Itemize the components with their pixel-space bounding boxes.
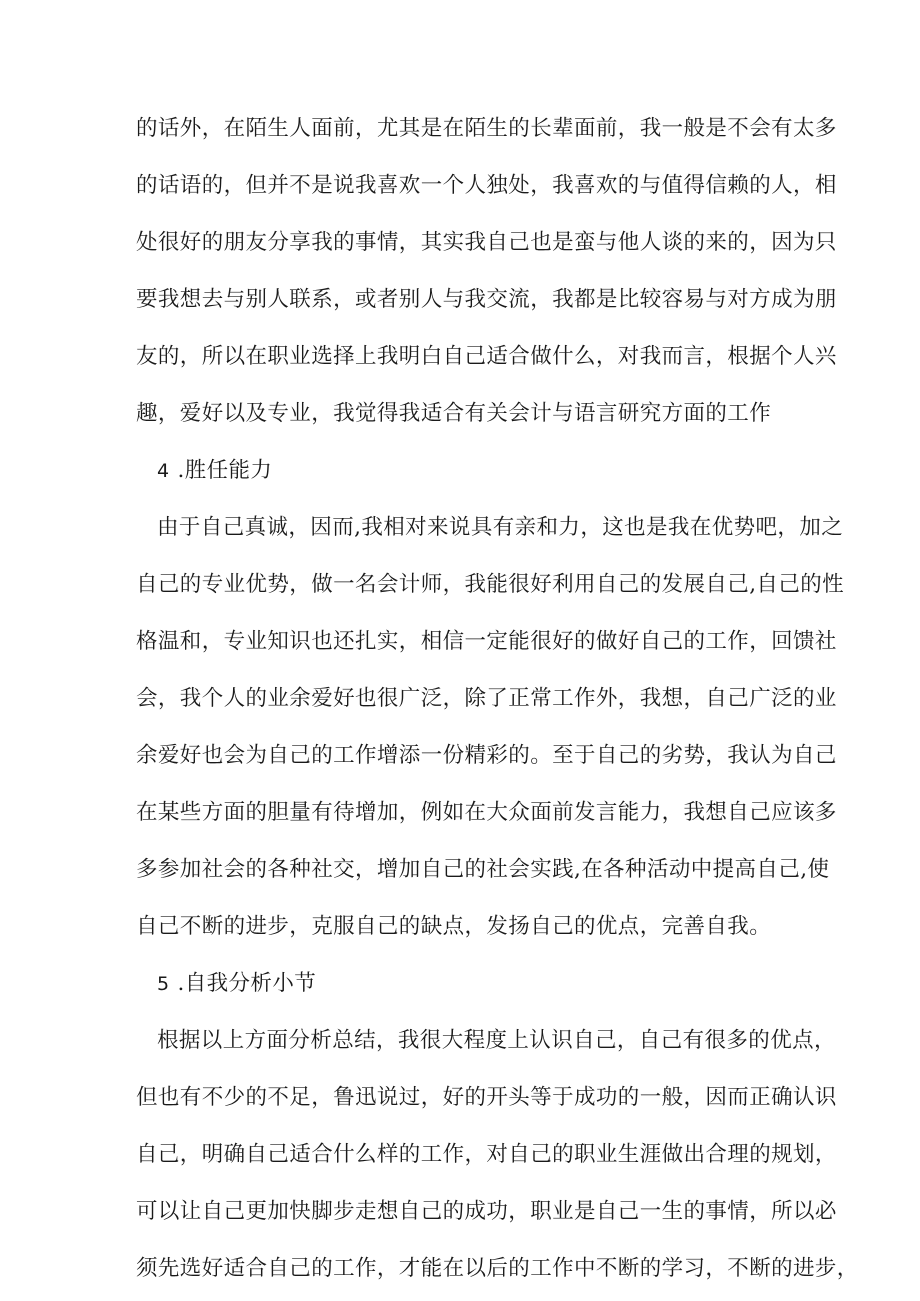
section-heading-5 — [157, 970, 316, 998]
text-line: 在某些方面的胆量有待增加，例如在大众面前发言能力，我想自己应该多 — [136, 800, 837, 825]
text-line: 处很好的朋友分享我的事情，其实我自己也是蛮与他人谈的来的，因为只 — [136, 230, 837, 255]
section-title: .胜任能力 — [177, 458, 273, 483]
text-line: 的话语的，但并不是说我喜欢一个人独处，我喜欢的与值得信赖的人，相 — [136, 173, 837, 198]
section-title: .自我分析小节 — [177, 971, 317, 996]
text-line: 的话外，在陌生人面前，尤其是在陌生的长辈面前，我一般是不会有太多 — [136, 116, 837, 141]
text-line: 格温和，专业知识也还扎实，相信一定能很好的做好自己的工作，回馈社 — [136, 629, 837, 654]
text-line: 自己，明确自己适合什么样的工作，对自己的职业生涯做出合理的规划， — [136, 1142, 837, 1167]
text-line: 可以让自己更加快脚步走想自己的成功，职业是自己一生的事情，所以必 — [136, 1199, 837, 1224]
text-line: 多参加社会的各种社交，增加自己的社会实践,在各种活动中提高自己,使 — [136, 857, 830, 882]
text-line: 会，我个人的业余爱好也很广泛，除了正常工作外，我想，自己广泛的业 — [136, 686, 837, 711]
section-heading-4 — [157, 457, 272, 485]
text-line: 要我想去与别人联系，或者别人与我交流，我都是比较容易与对方成为朋 — [136, 287, 837, 312]
text-line: 余爱好也会为自己的工作增添一份精彩的。至于自己的劣势，我认为自己 — [136, 743, 837, 768]
text-line: 由于自己真诚，因而,我相对来说具有亲和力，这也是我在优势吧，加之 — [157, 515, 844, 540]
text-line: 自己不断的进步，克服自己的缺点，发扬自己的优点，完善自我。 — [136, 914, 772, 939]
section-number: 5 — [157, 973, 170, 995]
text-line: 但也有不少的不足，鲁迅说过，好的开头等于成功的一般，因而正确认识 — [136, 1085, 837, 1110]
text-line: 自己的专业优势，做一名会计师，我能很好利用自己的发展自己,自己的性 — [136, 572, 845, 597]
text-line: 根据以上方面分析总结，我很大程度上认识自己，自己有很多的优点， — [157, 1028, 836, 1053]
section-number: 4 — [157, 460, 170, 482]
text-line: 友的，所以在职业选择上我明白自己适合做什么，对我而言，根据个人兴 — [136, 344, 837, 369]
text-line: 须先选好适合自己的工作，才能在以后的工作中不断的学习，不断的进步， — [136, 1256, 859, 1281]
text-line: 趣，爱好以及专业，我觉得我适合有关会计与语言研究方面的工作 — [136, 401, 772, 426]
